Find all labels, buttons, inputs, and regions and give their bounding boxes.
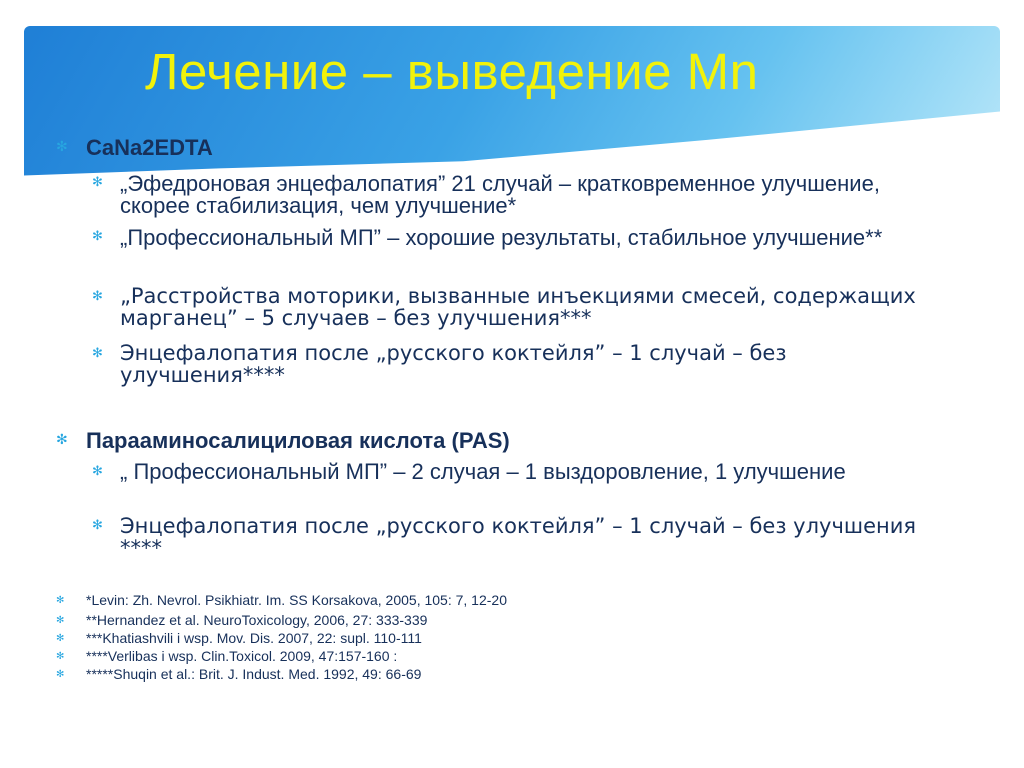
bullet-icon: ✻	[56, 139, 68, 155]
list-item: „Расстройства моторики, вызванные инъекциями смесей, содержащих марганец” – 5 случаев – без улучшения***	[120, 284, 916, 330]
bullet-icon: ✻	[56, 669, 65, 680]
bullet-icon: ✻	[92, 346, 103, 361]
list-item: Энцефалопатия после „русского коктейля” – 1 случай – без улучшения****	[120, 341, 787, 387]
bullet-icon: ✻	[56, 595, 65, 606]
list-item: „Эфедроновая энцефалопатия” 21 случай – кратковременное улучшение, скорее стабилизация, чем улучшение*	[120, 171, 880, 218]
slide-title: Лечение – выведение Mn	[145, 43, 759, 100]
bullet-icon: ✻	[92, 229, 103, 244]
bullet-icon: ✻	[92, 175, 103, 190]
bullet-icon: ✻	[56, 432, 68, 448]
reference-item: ****Verlibas i wsp. Clin.Toxicol. 2009, 47:157-160 :	[86, 648, 398, 664]
section-heading-pas: Парааминосалициловая кислота (PAS)	[86, 428, 510, 453]
bullet-icon: ✻	[56, 615, 65, 626]
bullet-icon: ✻	[56, 633, 65, 644]
bullet-icon: ✻	[92, 289, 103, 304]
bullet-icon: ✻	[56, 651, 65, 662]
list-item: „Профессиональный МП” – хорошие результаты, стабильное улучшение**	[120, 225, 883, 250]
bullet-icon: ✻	[92, 464, 103, 479]
list-item: Энцефалопатия после „русского коктейля” – 1 случай – без улучшения ****	[120, 514, 917, 560]
bullet-icon: ✻	[92, 518, 103, 533]
reference-item: *****Shuqin et al.: Brit. J. Indust. Med. 1992, 49: 66-69	[86, 666, 422, 682]
list-item: „ Профессиональный МП” – 2 случая – 1 выздоровление, 1 улучшение	[120, 459, 846, 484]
section-heading-cana2edta: CaNa2EDTA	[86, 135, 213, 160]
reference-item: *Levin: Zh. Nevrol. Psikhiatr. Im. SS Korsakova, 2005, 105: 7, 12-20	[86, 592, 507, 608]
reference-item: ***Khatiashvili i wsp. Mov. Dis. 2007, 22: supl. 110-111	[86, 630, 422, 646]
reference-item: **Hernandez et al. NeuroToxicology, 2006, 27: 333-339	[86, 612, 428, 628]
